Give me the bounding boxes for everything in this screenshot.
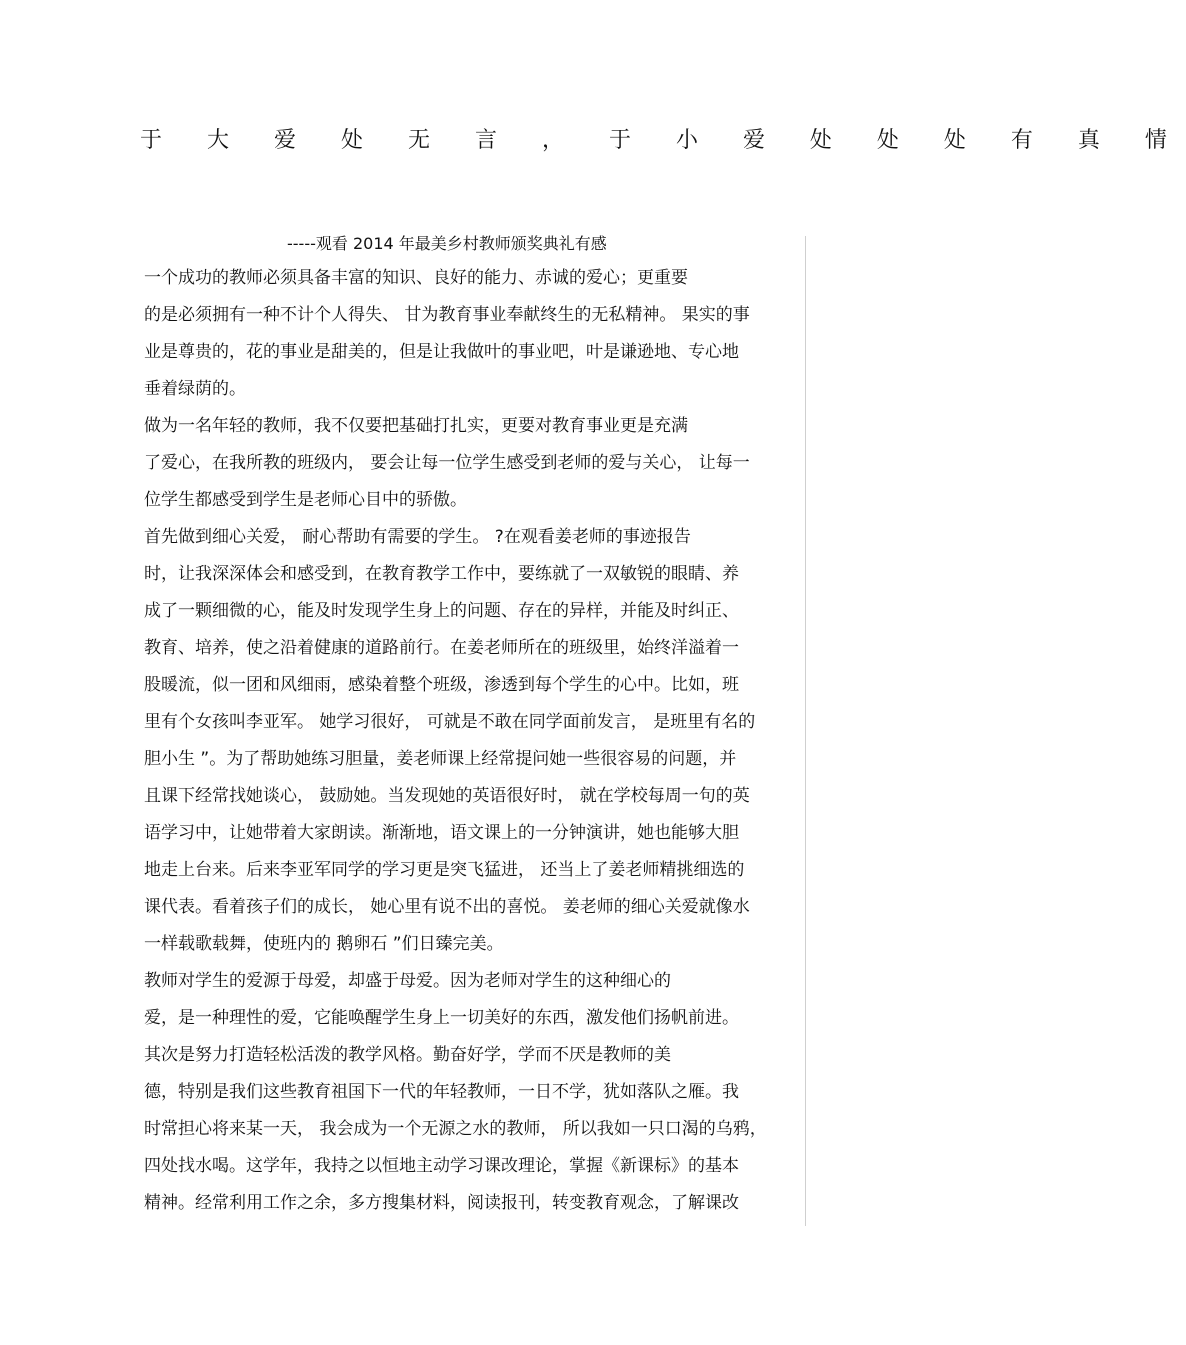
text-line: 爱，是一种理性的爱，它能唤醒学生身上一切美好的东西，激发他们扬帆前进。	[144, 1008, 739, 1028]
text-line: 了爱心，在我所教的班级内， 要会让每一位学生感受到老师的爱与关心， 让每一	[144, 453, 750, 473]
text-line: 德，特别是我们这些教育祖国下一代的年轻教师，一日不学，犹如落队之雁。我	[144, 1082, 739, 1102]
text-line: 教师对学生的爱源于母爱，却盛于母爱。因为老师对学生的这种细心的	[144, 971, 671, 991]
text-line: 其次是努力打造轻松活泼的教学风格。勤奋好学，学而不厌是教师的美	[144, 1045, 671, 1065]
text-line: 地走上台来。后来李亚军同学的学习更是突飞猛进， 还当上了姜老师精挑细选的	[144, 860, 745, 880]
document-body	[144, 260, 824, 1222]
text-line: 课代表。看着孩子们的成长， 她心里有说不出的喜悦。 姜老师的细心关爱就像水	[144, 897, 750, 917]
paragraph	[144, 408, 824, 519]
text-line: 位学生都感受到学生是老师心目中的骄傲。	[144, 490, 467, 510]
text-line: 首先做到细心关爱， 耐心帮助有需要的学生。 ?在观看姜老师的事迹报告	[144, 527, 691, 547]
text-line: 里有个女孩叫李亚军。 她学习很好， 可就是不敢在同学面前发言， 是班里有名的	[144, 712, 756, 732]
paragraph	[144, 260, 824, 408]
text-line: 一个成功的教师必须具备丰富的知识、良好的能力、赤诚的爱心；更重要	[144, 268, 688, 288]
paragraph	[144, 963, 824, 1037]
text-line: 语学习中，让她带着大家朗读。渐渐地，语文课上的一分钟演讲，她也能够大胆	[144, 823, 739, 843]
text-line: 一样载歌载舞，使班内的 鹅卵石 ”们日臻完美。	[144, 934, 504, 954]
document-title: 于 大 爱 处 无 言 ， 于 小 爱 处 处 处 有 真 情	[140, 128, 1186, 153]
text-line: 垂着绿荫的。	[144, 379, 246, 399]
text-line: 教育、培养，使之沿着健康的道路前行。在姜老师所在的班级里，始终洋溢着一	[144, 638, 739, 658]
paragraph	[144, 519, 824, 963]
document-subtitle: -----观看 2014 年最美乡村教师颁奖典礼有感	[287, 234, 607, 253]
text-line: 成了一颗细微的心，能及时发现学生身上的问题、存在的异样，并能及时纠正、	[144, 601, 739, 621]
text-line: 业是尊贵的，花的事业是甜美的，但是让我做叶的事业吧，叶是谦逊地、专心地	[144, 342, 739, 362]
text-line: 四处找水喝。这学年，我持之以恒地主动学习课改理论，掌握《新课标》的基本	[144, 1156, 739, 1176]
text-line: 精神。经常利用工作之余，多方搜集材料，阅读报刊，转变教育观念，了解课改	[144, 1193, 739, 1213]
text-line: 时常担心将来某一天， 我会成为一个无源之水的教师， 所以我如一只口渴的乌鸦，	[144, 1119, 767, 1139]
text-line: 胆小生 ”。为了帮助她练习胆量，姜老师课上经常提问她一些很容易的问题，并	[144, 749, 737, 769]
text-line: 且课下经常找她谈心， 鼓励她。当发现她的英语很好时， 就在学校每周一句的英	[144, 786, 750, 806]
text-line: 做为一名年轻的教师，我不仅要把基础打扎实，更要对教育事业更是充满	[144, 416, 688, 436]
paragraph	[144, 1037, 824, 1222]
text-line: 的是必须拥有一种不计个人得失、 甘为教育事业奉献终生的无私精神。 果实的事	[144, 305, 750, 325]
text-line: 股暖流，似一团和风细雨，感染着整个班级，渗透到每个学生的心中。比如，班	[144, 675, 739, 695]
text-line: 时，让我深深体会和感受到，在教育教学工作中，要练就了一双敏锐的眼睛、养	[144, 564, 739, 584]
